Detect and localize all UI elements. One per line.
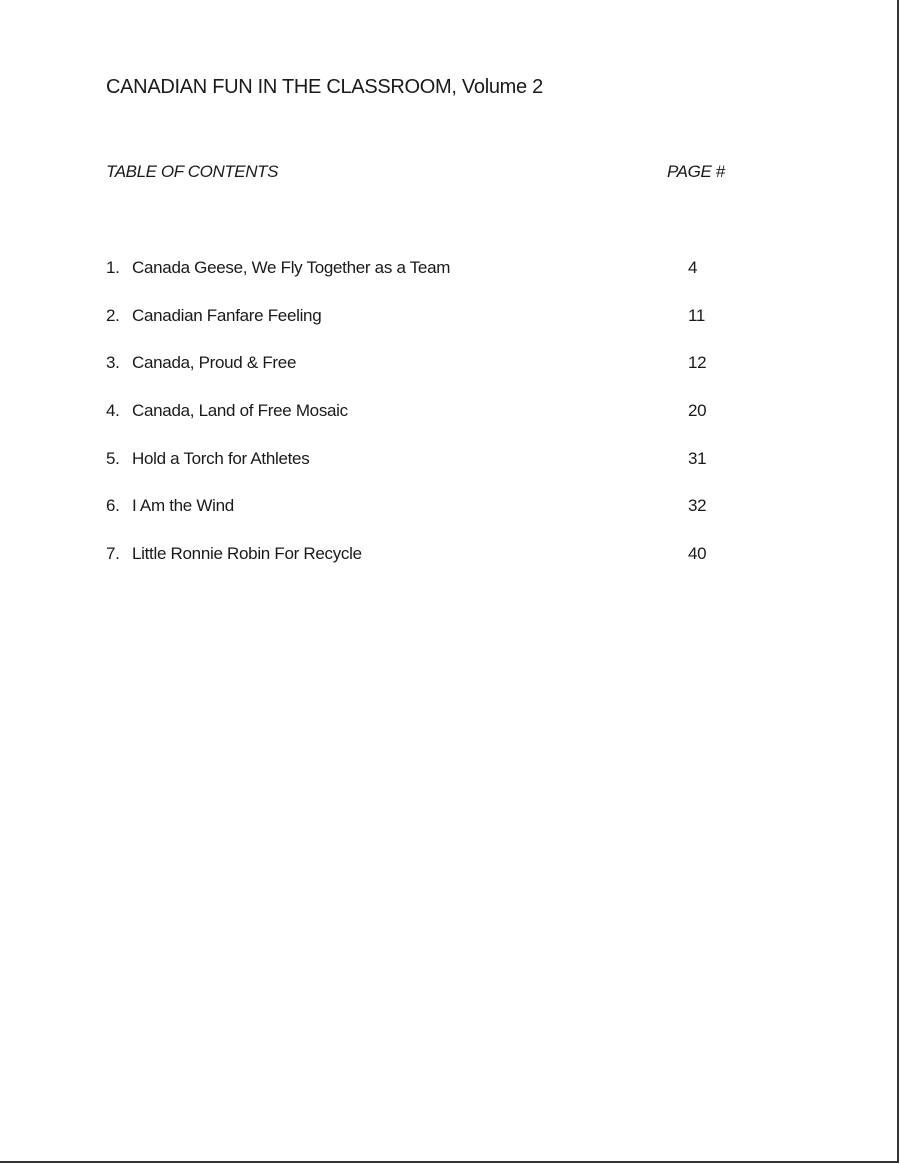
toc-entry <box>106 544 726 592</box>
toc-entry-title: Canada, Land of Free Mosaic <box>132 401 348 421</box>
toc-entry-number: 1. <box>106 258 120 277</box>
toc-entry <box>106 353 726 401</box>
toc-entry-number: 2. <box>106 305 120 325</box>
toc-entry-page: 4 <box>688 258 698 277</box>
document-title: CANADIAN FUN IN THE CLASSROOM, Volume 2 <box>106 76 543 98</box>
toc-entry-title: Hold a Torch for Athletes <box>132 448 310 468</box>
toc-entry-title: I Am the Wind <box>132 496 234 516</box>
toc-entry-page: 12 <box>688 353 707 373</box>
toc-entry-number: 7. <box>106 544 120 564</box>
toc-entry-page: 20 <box>688 401 707 421</box>
toc-entry-page: 11 <box>688 305 706 325</box>
toc-entry <box>106 306 726 354</box>
toc-entry <box>106 496 726 544</box>
toc-list <box>106 258 726 592</box>
toc-entry <box>106 401 726 449</box>
toc-entry <box>106 258 726 306</box>
toc-entry-title: Canada, Proud & Free <box>132 353 297 373</box>
toc-entry-title: Little Ronnie Robin For Recycle <box>132 544 362 564</box>
toc-entry-title: Canada Geese, We Fly Together as a Team <box>132 258 451 277</box>
toc-entry-page: 31 <box>688 448 707 468</box>
toc-entry-title: Canadian Fanfare Feeling <box>132 305 322 325</box>
toc-entry-page: 40 <box>688 544 707 564</box>
toc-entry <box>106 449 726 497</box>
toc-entry-page: 32 <box>688 496 707 516</box>
toc-entry-number: 4. <box>106 401 120 421</box>
toc-entry-number: 5. <box>106 448 120 468</box>
toc-heading: TABLE OF CONTENTS <box>106 162 279 181</box>
toc-entry-number: 6. <box>106 496 120 516</box>
page-number-heading: PAGE # <box>667 162 725 181</box>
toc-entry-number: 3. <box>106 353 120 373</box>
